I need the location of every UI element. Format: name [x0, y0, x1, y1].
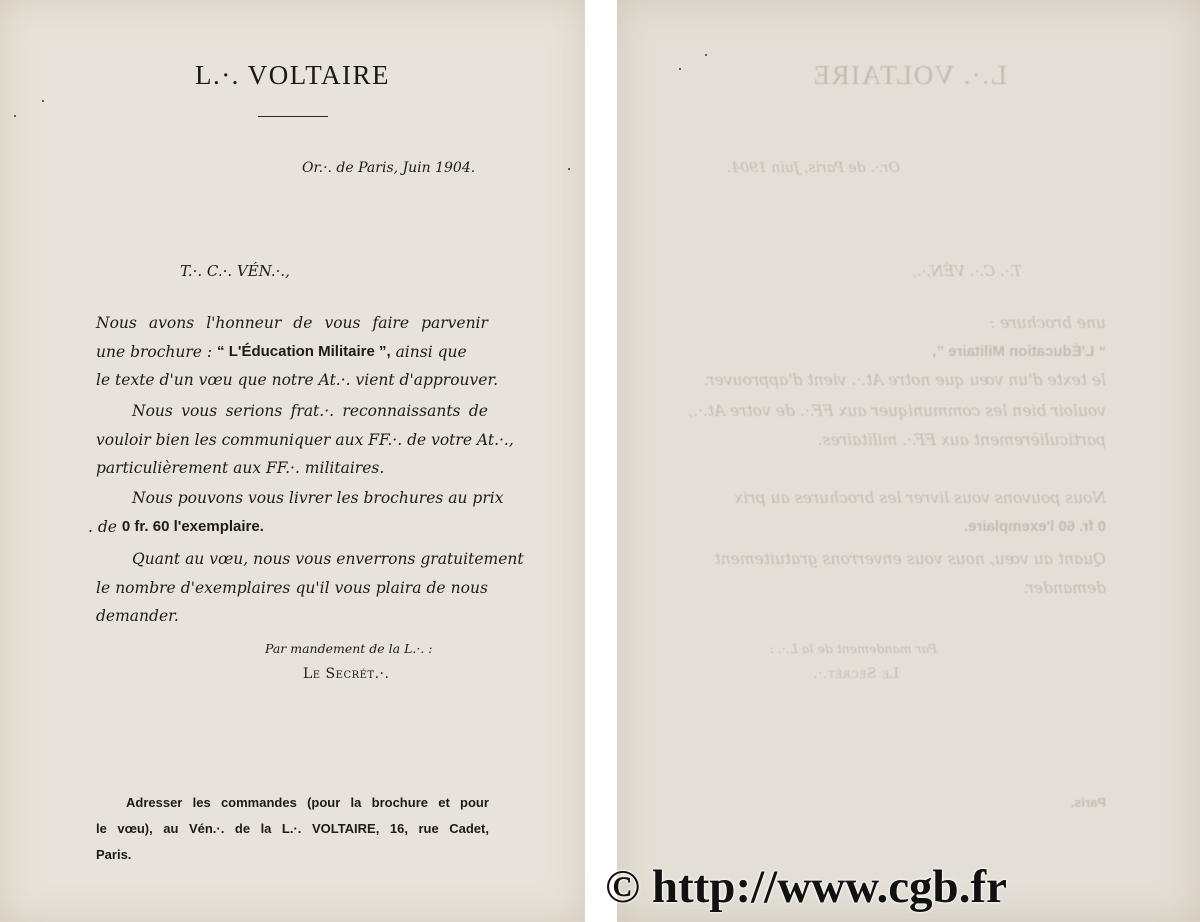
word: Adresser	[126, 795, 183, 810]
word: au	[163, 821, 179, 836]
p4-line-2	[96, 574, 488, 603]
word: Vén.·.	[188, 821, 225, 836]
word: et	[438, 795, 450, 810]
paper-speck	[14, 115, 16, 117]
footer-line-1	[96, 790, 489, 816]
brochure-title: “ L'Éducation Militaire ”,	[932, 342, 1106, 360]
word: plaira	[375, 578, 422, 597]
show-through-text	[617, 0, 1200, 922]
footer-line-2	[96, 816, 489, 842]
word: faire	[372, 314, 410, 332]
text-run: . de	[88, 517, 122, 536]
ghost-line	[714, 513, 1106, 542]
footer-line-3: Paris.	[96, 847, 132, 862]
word: 16,	[389, 821, 408, 836]
ghost-line: le texte d'un vœu que notre At.·. vient d'approuver.	[703, 371, 1106, 389]
text-run: une brochure :	[96, 342, 218, 361]
ghost-line: Nous pouvons vous livrer les brochures au prix	[734, 489, 1106, 507]
word: le	[96, 578, 111, 597]
brochure-title: “ L'Éducation Militaire ”,	[217, 342, 391, 360]
word: reconnaissants	[342, 402, 461, 420]
word: vous	[334, 578, 371, 597]
copyright-watermark: © http://www.cgb.fr	[605, 861, 1007, 913]
ghost-line	[714, 338, 1106, 367]
ghost-line: Quant au vœu, nous vous enverrons gratuitement	[714, 550, 1106, 568]
p4-line-3: demander.	[96, 607, 179, 625]
text-run: une brochure :	[984, 314, 1106, 332]
word: frat.·.	[290, 402, 335, 420]
word: de	[234, 821, 251, 836]
text-run: ainsi que	[390, 342, 467, 361]
word: qu'il	[295, 578, 330, 597]
paper-speck	[679, 68, 681, 70]
ghost-line: demander.	[1023, 578, 1106, 597]
word: L.·.	[281, 821, 302, 836]
ghost-header: L.·. VOLTAIRE	[811, 60, 1008, 90]
word: rue	[418, 821, 439, 836]
ghost-paragraph-2	[688, 397, 1106, 454]
word: vous	[324, 314, 361, 332]
word: (pour	[307, 795, 341, 810]
dateline: Or.·. de Paris, Juin 1904.	[302, 160, 476, 176]
p3-line-1: Nous pouvons vous livrer les brochures au prix	[132, 489, 504, 507]
ghost-line: vouloir bien les communiquer aux FF.·. de votre At.·.,	[688, 402, 1106, 420]
word: d'exemplaires	[180, 578, 291, 597]
p1-line-2	[96, 338, 488, 367]
paragraph-1	[96, 309, 499, 395]
order-address	[96, 790, 489, 868]
word: l'honneur	[206, 314, 282, 332]
ghost-paragraph-4	[714, 545, 1106, 602]
word: Nous	[96, 314, 137, 332]
paper-speck	[42, 100, 44, 102]
paper-speck	[705, 54, 707, 56]
ghost-paragraph-1	[703, 309, 1106, 395]
ghost-line: Paris.	[1070, 795, 1106, 810]
word: la	[260, 821, 272, 836]
word: le	[96, 821, 107, 836]
p4-line-1: Quant au vœu, nous vous enverrons gratuitement	[132, 550, 524, 568]
header-rule	[258, 116, 328, 117]
word: vous	[181, 402, 218, 420]
word: la	[350, 795, 362, 810]
p2-line-3: particulièrement aux FF.·. militaires.	[96, 459, 385, 477]
ghost-line	[714, 309, 1106, 338]
price: 0 fr. 60 l'exemplaire.	[121, 517, 264, 535]
word: brochure	[371, 795, 428, 810]
p1-line-1	[96, 309, 488, 338]
word: serions	[225, 402, 283, 420]
paper-speck	[568, 168, 570, 170]
word: parvenir	[421, 314, 488, 332]
lodge-header: L.·. VOLTAIRE	[194, 60, 391, 90]
p1-line-3: le texte d'un vœu que notre At.·. vient d'approuver.	[96, 371, 499, 389]
paragraph-3	[88, 484, 504, 541]
paragraph-2	[96, 397, 514, 483]
word: Nous	[132, 402, 173, 420]
word: pour	[460, 795, 489, 810]
word: de	[426, 578, 446, 597]
ghost-paragraph-3	[714, 484, 1106, 541]
mandate-line: Par mandement de la L.·. :	[265, 641, 433, 656]
ghost-signature: Le Secrét.·.	[812, 666, 899, 682]
paragraph-4	[96, 545, 524, 631]
p3-line-2	[88, 513, 488, 542]
p2-line-1	[96, 397, 488, 426]
p2-line-2: vouloir bien les communiquer aux FF.·. de votre At.·.,	[96, 430, 514, 449]
signature: Le Secrét.·.	[303, 666, 390, 682]
salutation: T.·. C.·. VÉN.·.,	[180, 262, 290, 280]
word: VOLTAIRE,	[311, 821, 380, 836]
word: Cadet,	[449, 821, 489, 836]
word: de	[293, 314, 313, 332]
price: 0 fr. 60 l'exemplaire.	[964, 517, 1106, 535]
ghost-line: particulièrement aux FF.·. militaires.	[817, 430, 1106, 449]
word: de	[468, 402, 488, 420]
ghost-footer	[713, 790, 1106, 816]
back-page	[617, 0, 1200, 922]
word: nous	[450, 578, 488, 597]
word: nombre	[115, 578, 176, 597]
word: commandes	[220, 795, 297, 810]
ghost-mandate: Par mandement de la L.·. :	[769, 641, 937, 656]
ghost-dateline: Or.·. de Paris, Juin 1904.	[726, 160, 900, 176]
word: les	[192, 795, 211, 810]
ghost-salutation: T.·. C.·. VÉN.·.,	[912, 262, 1022, 280]
word: avons	[148, 314, 195, 332]
word: vœu),	[117, 821, 153, 836]
front-page	[0, 0, 585, 922]
